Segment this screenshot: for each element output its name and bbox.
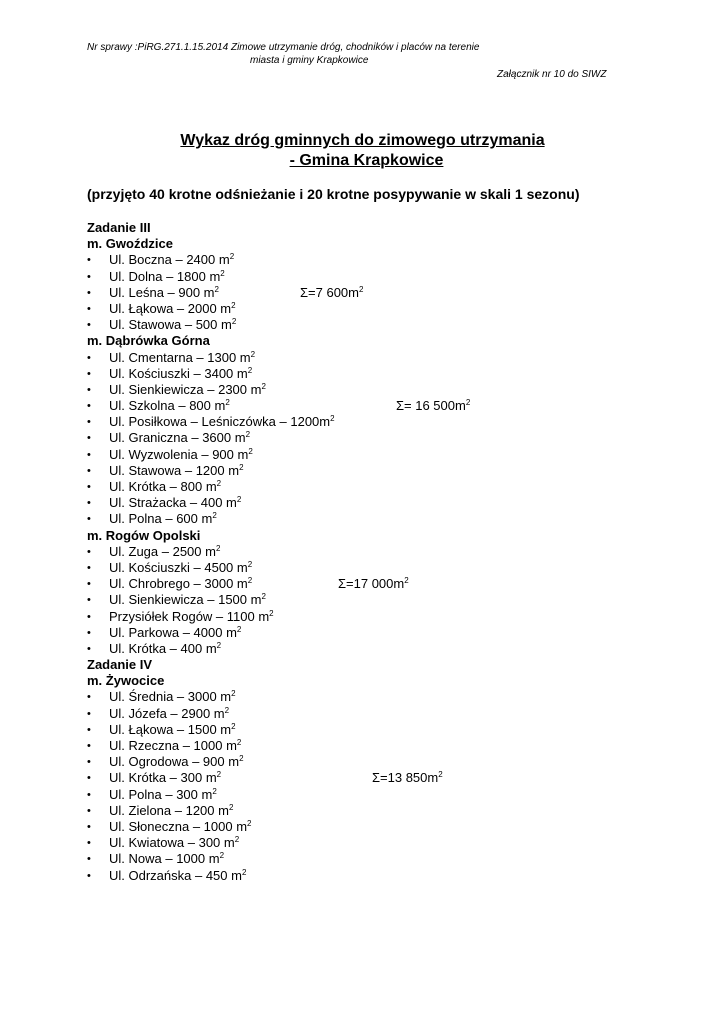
bullet-icon: • [87,561,91,574]
road-list-item [87,560,687,576]
road-list-item [87,398,687,414]
unit-exponent: 2 [231,721,236,731]
bullet-icon: • [87,772,91,785]
road-list-item [87,576,687,592]
bullet-icon: • [87,610,91,623]
road-list-item [87,689,687,705]
road-entry-text: Ul. Chrobrego – 3000 m [109,576,248,592]
road-entry-text: Ul. Sienkiewicza – 2300 m [109,381,262,397]
road-entry-text: Ul. Słoneczna – 1000 m [109,818,248,834]
road-entry [109,754,244,770]
road-entry-text: Ul. Łąkowa – 1500 m [109,721,232,737]
road-list-item [87,350,687,366]
bullet-icon: • [87,594,91,607]
bullet-icon: • [87,578,91,591]
unit-exponent: 2 [330,414,335,424]
road-entry [109,706,229,722]
road-entry-text: Ul. Sienkiewicza – 1500 m [109,592,262,608]
unit-exponent: 2 [231,689,236,699]
unit-exponent: 2 [247,559,253,569]
bullet-icon: • [87,400,91,413]
road-list-item [87,609,687,625]
road-entry [109,479,221,495]
unit-exponent: 2 [216,640,222,650]
road-entry [109,851,224,867]
road-entry-text: Ul. Parkowa – 4000 m [109,624,237,640]
road-list-item [87,851,687,867]
bullet-icon: • [87,302,91,315]
bullet-icon: • [87,853,91,866]
area-sum-text: Σ=7 600m [300,284,359,300]
road-list-item [87,414,687,430]
road-entry-text: Ul. Polna – 600 m [109,511,213,527]
road-list-item [87,722,687,738]
road-entry-text: Ul. Polna – 300 m [109,786,213,802]
road-entry [109,317,236,333]
document-title-municipality: - Gmina Krapkowice [289,152,444,169]
task-heading-3: Zadanie III [87,220,151,235]
bullet-icon: • [87,869,91,882]
unit-exponent: 2 [231,300,236,310]
road-entry-text: Ul. Zuga – 2500 m [109,543,216,559]
unit-exponent: 2 [250,349,256,359]
road-entry-text: Ul. Cmentarna – 1300 m [109,349,251,365]
unit-exponent: 2 [216,770,222,780]
road-list-item [87,495,687,511]
unit-exponent: 2 [224,705,230,715]
unit-exponent: 2 [214,284,219,294]
road-list-item [87,625,687,641]
unit-exponent: 2 [236,738,242,747]
road-list-item [87,463,687,479]
road-entry [109,544,220,560]
bullet-icon: • [87,691,91,704]
area-sum [372,770,443,786]
road-group-zywocice [87,689,687,883]
road-list-item [87,738,687,754]
road-entry [109,560,252,576]
unit-exponent: 2 [404,576,409,586]
road-entry-text: Ul. Nowa – 1000 m [109,851,220,867]
road-entry [109,430,250,446]
road-list-item [87,592,687,608]
header-attachment: Załącznik nr 10 do SIWZ [497,69,607,80]
area-sum [300,285,363,301]
road-list-item [87,787,687,803]
road-entry-text: Ul. Boczna – 2400 m [109,252,230,268]
road-list-item [87,269,687,285]
road-entry-text: Ul. Dolna – 1800 m [109,268,221,284]
road-entry-text: Ul. Leśna – 900 m [109,284,215,300]
road-entry [109,269,225,285]
road-list-item [87,447,687,463]
bullet-icon: • [87,351,91,364]
bullet-icon: • [87,804,91,817]
bullet-icon: • [87,286,91,299]
unit-exponent: 2 [247,365,253,375]
header-case-location: miasta i gminy Krapkowice [250,55,369,66]
area-sum [338,576,409,592]
road-list-item [87,868,687,884]
road-entry [109,447,253,463]
area-sum [396,398,470,414]
road-entry [109,641,221,657]
road-entry-text: Ul. Strażacka – 400 m [109,495,237,511]
road-entry-text: Ul. Średnia – 3000 m [109,689,232,705]
road-entry [109,770,221,786]
unit-exponent: 2 [241,867,247,877]
bullet-icon: • [87,642,91,655]
bullet-icon: • [87,820,91,833]
road-entry-text: Ul. Krótka – 800 m [109,479,217,494]
bullet-icon: • [87,448,91,461]
unit-exponent: 2 [465,398,471,408]
bullet-icon: • [87,383,91,396]
road-entry-text: Ul. Wyzwolenia – 900 m [109,446,249,462]
unit-exponent: 2 [239,462,244,472]
unit-exponent: 2 [269,608,274,618]
task-heading-4: Zadanie IV [87,657,153,673]
road-list-item [87,544,687,560]
road-list-item [87,479,687,495]
unit-exponent: 2 [215,543,221,553]
road-entry [109,819,251,835]
road-entry-text: Ul. Zielona – 1200 m [109,802,229,818]
area-sum-text: Σ= 16 500m [396,398,466,414]
unit-exponent: 2 [248,446,253,456]
road-entry [109,382,266,398]
road-list-item [87,754,687,770]
road-entry [109,609,274,625]
bullet-icon: • [87,788,91,801]
village-heading-zywocice: m. Żywocice [87,673,165,689]
road-entry [109,625,241,641]
header-case-number: Nr sprawy :PiRG.271.1.15.2014 Zimowe utrzymanie dróg, chodników i placów na terenie [87,42,480,53]
road-group-dabrowka [87,350,687,528]
road-list-item [87,706,687,722]
road-entry-text: Ul. Stawowa – 1200 m [109,462,240,478]
area-sum-text: Σ=13 850m [372,770,439,786]
bullet-icon: • [87,367,91,380]
road-entry-text: Ul. Ogrodowa – 900 m [109,754,240,770]
unit-exponent: 2 [231,317,237,327]
unit-exponent: 2 [261,592,266,602]
road-entry [109,835,239,851]
unit-exponent: 2 [225,398,230,408]
unit-exponent: 2 [220,268,225,278]
bullet-icon: • [87,756,91,769]
road-entry-text: Ul. Krótka – 400 m [109,640,217,656]
road-group-rogow [87,544,687,657]
village-heading-dabrowka: m. Dąbrówka Górna [87,333,210,349]
road-entry [109,722,236,738]
road-entry [109,252,234,268]
unit-exponent: 2 [236,624,242,634]
road-entry [109,803,233,819]
road-list-item [87,301,687,317]
bullet-icon: • [87,497,91,510]
unit-exponent: 2 [438,770,443,780]
road-entry [109,576,252,592]
road-list-item [87,252,687,268]
road-entry-text: Ul. Łąkowa – 2000 m [109,300,232,316]
unit-exponent: 2 [239,754,244,764]
road-list [87,220,687,884]
road-list-item [87,511,687,527]
road-entry-text: Ul. Kościuszki – 4500 m [109,559,248,575]
road-entry-text: Ul. Krótka – 300 m [109,770,217,786]
road-entry-text: Ul. Kwiatowa – 300 m [109,835,235,851]
road-entry-text: Ul. Posiłkowa – Leśniczówka – 1200m [109,414,331,430]
area-sum-text: Σ=17 000m [338,576,405,592]
road-entry [109,414,335,430]
village-heading-gwozdzice: m. Gwoździce [87,236,173,252]
bullet-icon: • [87,626,91,639]
road-entry [109,463,244,479]
road-entry [109,511,217,527]
bullet-icon: • [87,432,91,445]
unit-exponent: 2 [219,851,225,861]
road-group-gwozdzice [87,252,687,333]
unit-exponent: 2 [245,430,251,440]
bullet-icon: • [87,740,91,752]
road-entry [109,301,236,317]
bullet-icon: • [87,481,91,493]
bullet-icon: • [87,254,91,267]
road-entry-text: Ul. Józefa – 2900 m [109,705,225,721]
bullet-icon: • [87,416,91,429]
unit-exponent: 2 [247,576,253,586]
road-entry [109,495,241,511]
road-list-item [87,366,687,382]
bullet-icon: • [87,545,91,558]
road-entry [109,787,217,803]
road-entry [109,285,219,301]
unit-exponent: 2 [247,818,252,828]
unit-exponent: 2 [229,252,235,262]
road-entry [109,366,252,382]
road-list-item [87,641,687,657]
document-subtitle: (przyjęto 40 krotne odśnieżanie i 20 krotne posypywanie w skali 1 sezonu) [87,186,580,202]
road-entry [109,398,230,414]
unit-exponent: 2 [216,479,222,488]
road-entry-text: Ul. Stawowa – 500 m [109,317,232,333]
road-list-item [87,285,687,301]
bullet-icon: • [87,837,91,850]
road-entry [109,689,236,705]
bullet-icon: • [87,723,91,736]
road-entry [109,350,255,366]
road-entry [109,738,241,754]
road-list-item [87,819,687,835]
document-title: Wykaz dróg gminnych do zimowego utrzymania [180,132,545,149]
road-list-item [87,430,687,446]
unit-exponent: 2 [236,495,242,505]
road-list-item [87,803,687,819]
bullet-icon: • [87,270,91,283]
unit-exponent: 2 [359,284,364,294]
unit-exponent: 2 [234,835,240,845]
road-list-item [87,770,687,786]
bullet-icon: • [87,707,91,720]
village-heading-rogow: m. Rogów Opolski [87,527,201,543]
unit-exponent: 2 [261,381,266,391]
bullet-icon: • [87,464,91,477]
road-list-item [87,835,687,851]
bullet-icon: • [87,319,91,332]
unit-exponent: 2 [228,802,234,812]
road-entry [109,592,266,608]
road-entry-text: Ul. Rzeczna – 1000 m [109,738,237,753]
road-entry-text: Ul. Kościuszki – 3400 m [109,365,248,381]
bullet-icon: • [87,513,91,526]
road-entry-text: Ul. Graniczna – 3600 m [109,430,246,446]
unit-exponent: 2 [212,786,217,796]
road-entry-text: Ul. Odrzańska – 450 m [109,867,242,883]
unit-exponent: 2 [212,511,217,521]
road-entry [109,868,246,884]
road-list-item [87,382,687,398]
road-entry-text: Ul. Szkolna – 800 m [109,398,226,414]
road-list-item [87,317,687,333]
road-entry-text: Przysiółek Rogów – 1100 m [109,608,270,624]
